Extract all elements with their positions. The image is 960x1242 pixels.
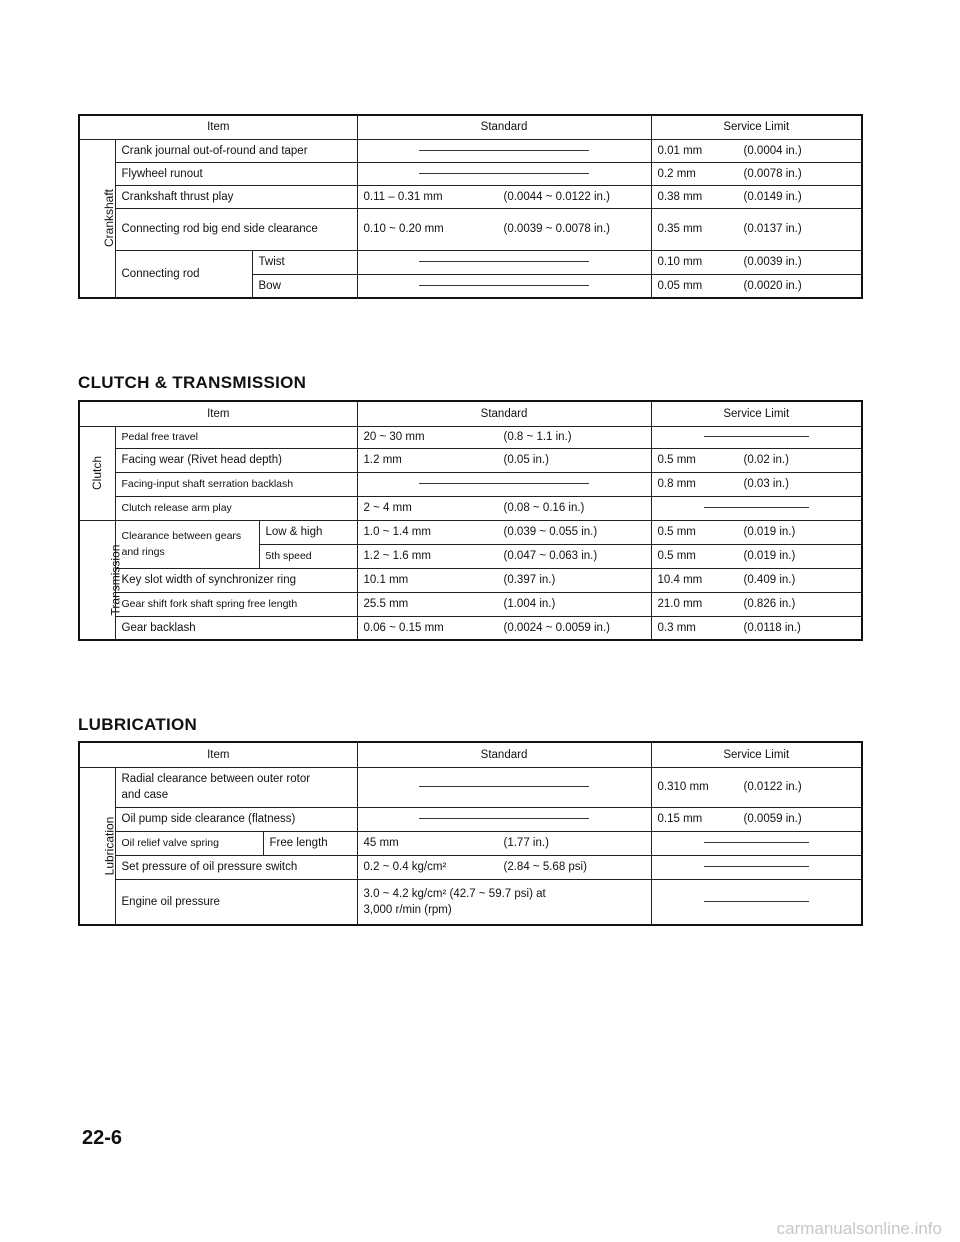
- group-label-clutch: Clutch: [79, 426, 115, 520]
- service-limit-cell: 0.15 mm (0.0059 in.): [651, 807, 862, 831]
- standard-cell: 10.1 mm (0.397 in.): [357, 568, 651, 592]
- service-limit-cell: 0.3 mm (0.0118 in.): [651, 616, 862, 640]
- standard-cell: 45 mm (1.77 in.): [357, 831, 651, 855]
- item-cell: Facing wear (Rivet head depth): [115, 448, 357, 472]
- standard-blank: [357, 162, 651, 185]
- header-service-limit: Service Limit: [651, 115, 862, 139]
- item-cell: Oil pump side clearance (flatness): [115, 807, 357, 831]
- item-cell: Connecting rod: [115, 250, 252, 298]
- service-limit-cell: 0.05 mm (0.0020 in.): [651, 274, 862, 298]
- standard-blank: [357, 274, 651, 298]
- sub-item-cell: Twist: [252, 250, 357, 274]
- group-label-lubrication: Lubrication: [79, 767, 115, 925]
- service-limit-blank: [651, 496, 862, 520]
- service-limit-cell: 0.01 mm (0.0004 in.): [651, 139, 862, 162]
- item-cell: Radial clearance between outer rotor and case: [115, 767, 357, 807]
- standard-blank: [357, 472, 651, 496]
- standard-cell: 1.0 ~ 1.4 mm (0.039 ~ 0.055 in.): [357, 520, 651, 544]
- standard-blank: [357, 139, 651, 162]
- standard-blank: [357, 250, 651, 274]
- item-cell: Clearance between gears and rings: [115, 520, 259, 568]
- item-cell: Pedal free travel: [115, 426, 357, 448]
- sub-item-cell: Bow: [252, 274, 357, 298]
- clutch-transmission-table: [78, 400, 863, 641]
- service-limit-cell: 0.5 mm (0.019 in.): [651, 544, 862, 568]
- standard-cell: 2 ~ 4 mm (0.08 ~ 0.16 in.): [357, 496, 651, 520]
- standard-cell: 20 ~ 30 mm (0.8 ~ 1.1 in.): [357, 426, 651, 448]
- item-cell: Crankshaft thrust play: [115, 185, 357, 208]
- sub-item-cell: Free length: [263, 831, 357, 855]
- lubrication-table: [78, 741, 863, 926]
- item-cell: Oil relief valve spring: [115, 831, 263, 855]
- standard-blank: [357, 767, 651, 807]
- item-cell: Engine oil pressure: [115, 879, 357, 925]
- service-limit-blank: [651, 855, 862, 879]
- crankshaft-table: [78, 114, 863, 299]
- header-service-limit: Service Limit: [651, 742, 862, 767]
- header-item: Item: [79, 401, 357, 426]
- page-number: 22-6: [82, 1127, 123, 1149]
- standard-cell: 3.0 ~ 4.2 kg/cm² (42.7 ~ 59.7 psi) at 3,000 r/min (rpm): [357, 879, 651, 925]
- service-limit-blank: [651, 831, 862, 855]
- item-cell: Gear shift fork shaft spring free length: [115, 592, 357, 616]
- service-limit-blank: [651, 879, 862, 925]
- service-limit-blank: [651, 426, 862, 448]
- section-title-lubrication: LUBRICATION: [78, 715, 198, 734]
- standard-blank: [357, 807, 651, 831]
- service-limit-cell: 0.310 mm (0.0122 in.): [651, 767, 862, 807]
- service-limit-cell: 21.0 mm (0.826 in.): [651, 592, 862, 616]
- item-cell: Clutch release arm play: [115, 496, 357, 520]
- standard-cell: 25.5 mm (1.004 in.): [357, 592, 651, 616]
- service-limit-cell: 0.5 mm (0.02 in.): [651, 448, 862, 472]
- standard-cell: 0.11 – 0.31 mm (0.0044 ~ 0.0122 in.): [357, 185, 651, 208]
- header-service-limit: Service Limit: [651, 401, 862, 426]
- service-limit-cell: 0.35 mm (0.0137 in.): [651, 208, 862, 250]
- item-cell: Gear backlash: [115, 616, 357, 640]
- item-cell: Key slot width of synchronizer ring: [115, 568, 357, 592]
- header-item: Item: [79, 115, 357, 139]
- header-standard: Standard: [357, 742, 651, 767]
- header-standard: Standard: [357, 115, 651, 139]
- watermark: carmanualsonline.info: [776, 1219, 942, 1238]
- standard-cell: 1.2 ~ 1.6 mm (0.047 ~ 0.063 in.): [357, 544, 651, 568]
- service-limit-cell: 0.2 mm (0.0078 in.): [651, 162, 862, 185]
- sub-item-cell: 5th speed: [259, 544, 357, 568]
- service-limit-cell: 0.8 mm (0.03 in.): [651, 472, 862, 496]
- item-cell: Facing-input shaft serration backlash: [115, 472, 357, 496]
- item-cell: Set pressure of oil pressure switch: [115, 855, 357, 879]
- standard-cell: 1.2 mm (0.05 in.): [357, 448, 651, 472]
- item-cell: Crank journal out-of-round and taper: [115, 139, 357, 162]
- section-title-clutch-transmission: CLUTCH & TRANSMISSION: [78, 373, 307, 392]
- item-cell: Flywheel runout: [115, 162, 357, 185]
- service-limit-cell: 0.10 mm (0.0039 in.): [651, 250, 862, 274]
- header-standard: Standard: [357, 401, 651, 426]
- item-cell: Connecting rod big end side clearance: [115, 208, 357, 250]
- standard-cell: 0.06 ~ 0.15 mm (0.0024 ~ 0.0059 in.): [357, 616, 651, 640]
- sub-item-cell: Low & high: [259, 520, 357, 544]
- header-item: Item: [79, 742, 357, 767]
- service-limit-cell: 0.5 mm (0.019 in.): [651, 520, 862, 544]
- group-label-transmission: Transmission: [79, 520, 115, 640]
- standard-cell: 0.10 ~ 0.20 mm (0.0039 ~ 0.0078 in.): [357, 208, 651, 250]
- service-limit-cell: 0.38 mm (0.0149 in.): [651, 185, 862, 208]
- standard-cell: 0.2 ~ 0.4 kg/cm² (2.84 ~ 5.68 psi): [357, 855, 651, 879]
- group-label-crankshaft: Crankshaft: [79, 139, 115, 298]
- service-limit-cell: 10.4 mm (0.409 in.): [651, 568, 862, 592]
